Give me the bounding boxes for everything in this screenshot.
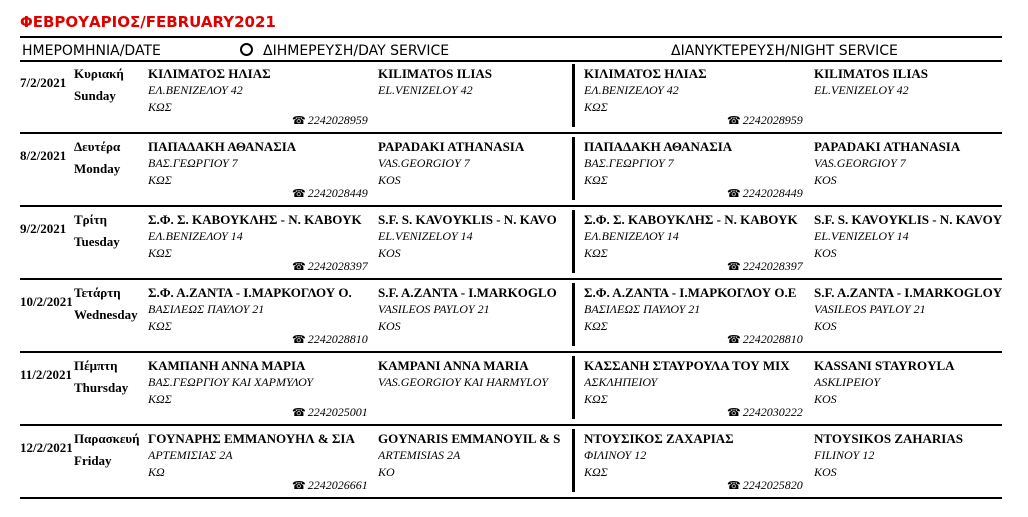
night-pharmacy-gr — [584, 430, 810, 481]
pharmacy-name: ΓΟΥΝΑΡΗΣ ΕΜΜΑΝΟΥΗΛ & ΣΙΑ — [148, 431, 355, 446]
pharmacy-name: KAMPANI ANNA MARIA — [378, 358, 529, 373]
pharmacy-name: ΚΑΣΣΑΝΗ ΣΤΑΥΡΟΥΛΑ ΤΟΥ ΜΙΧ — [584, 358, 790, 373]
pharmacy-city: ΚΩΣ — [584, 319, 608, 333]
pharmacy-address: EL.VENIZELOY 42 — [378, 83, 473, 97]
schedule-row — [20, 354, 1002, 426]
pharmacy-name: ΚΙΛΙΜΑΤΟΣ ΗΛΙΑΣ — [148, 66, 271, 81]
pharmacy-city: KOS — [814, 246, 837, 260]
pharmacy-address: ΒΑΣ.ΓΕΩΡΓΙΟΥ ΚΑΙ ΧΑΡΜΥΛΟΥ — [148, 375, 314, 389]
pharmacy-name: Σ.Φ. Σ. ΚΑΒΟΥΚΛΗΣ - Ν. ΚΑΒΟΥΚ — [148, 212, 362, 227]
schedule-row — [20, 62, 1002, 134]
pharmacy-name: KILIMATOS ILIAS — [814, 66, 929, 81]
pharmacy-city: KO — [378, 465, 395, 479]
pharmacy-address: ΕΛ.ΒΕΝΙΖΕΛΟΥ 42 — [148, 83, 243, 97]
pharmacy-city: KOS — [378, 319, 401, 333]
pharmacy-name: S.F. S. KAVOYKLIS - N. KAVO — [378, 212, 557, 227]
schedule-row — [20, 281, 1002, 353]
night-phone — [727, 259, 803, 274]
row-day-english: Friday — [74, 453, 112, 468]
date-column-header: ΗΜΕΡΟΜΗΝΙΑ/DATE — [22, 43, 161, 59]
schedule-row — [20, 208, 1002, 280]
pharmacy-name: KASSANI STAYROYLA — [814, 358, 955, 373]
pharmacy-name: S.F. A.ZANTA - I.MARKOGLOY — [814, 285, 1003, 300]
pharmacy-name: PAPADAKI ATHANASIA — [814, 139, 961, 154]
pharmacy-name: ΠΑΠΑΔΑΚΗ ΑΘΑΝΑΣΙΑ — [584, 139, 733, 154]
row-day-english: Tuesday — [74, 234, 120, 249]
pharmacy-address: ΒΑΣ.ΓΕΩΡΓΙΟΥ 7 — [148, 156, 238, 170]
row-date: 11/2/2021 — [20, 367, 73, 382]
pharmacy-city: ΚΩΣ — [148, 173, 172, 187]
pharmacy-city: ΚΩΣ — [584, 465, 608, 479]
pharmacy-city: ΚΩΣ — [584, 100, 608, 114]
night-phone — [727, 113, 803, 128]
day-phone-number: 2242028810 — [307, 332, 368, 346]
night-pharmacy-gr — [584, 65, 810, 116]
pharmacy-address: ΑΡΤΕΜΙΣΙΑΣ 2Α — [148, 448, 233, 462]
day-pharmacy-gr — [148, 138, 374, 189]
pharmacy-name: NTOYSIKOS ZAHARIAS — [814, 431, 963, 446]
night-phone — [727, 332, 803, 347]
service-divider — [572, 210, 575, 273]
day-phone — [292, 332, 368, 347]
service-divider — [572, 356, 575, 419]
phone-icon: ☎ — [292, 334, 306, 346]
service-divider — [572, 137, 575, 200]
night-pharmacy-en — [814, 430, 1028, 481]
night-pharmacy-en — [814, 65, 1028, 99]
row-day-greek: Δευτέρα — [74, 139, 121, 154]
pharmacy-name: Σ.Φ. Α.ΖΑΝΤΑ - Ι.ΜΑΡΚΟΓΛΟΥ Ο.Ε — [584, 285, 797, 300]
row-separator — [20, 497, 1002, 499]
pharmacy-address: VAS.GEORGIOY KAI HARMYLOY — [378, 375, 549, 389]
phone-icon: ☎ — [292, 261, 306, 273]
phone-icon: ☎ — [727, 480, 741, 492]
night-phone — [727, 478, 803, 493]
night-pharmacy-en — [814, 138, 1028, 189]
day-pharmacy-gr — [148, 211, 374, 262]
pharmacy-address: ΦΙΛΙΝΟΥ 12 — [584, 448, 647, 462]
day-phone — [292, 113, 368, 128]
row-date: 7/2/2021 — [20, 75, 67, 90]
pharmacy-city: ΚΩΣ — [148, 100, 172, 114]
schedule-row — [20, 135, 1002, 207]
pharmacy-city: ΚΩ — [148, 465, 165, 479]
night-pharmacy-en — [814, 211, 1028, 262]
service-divider — [572, 64, 575, 127]
day-pharmacy-en — [378, 284, 604, 335]
row-separator — [20, 278, 1002, 280]
pharmacy-city: KOS — [378, 246, 401, 260]
pharmacy-address: ΕΛ.ΒΕΝΙΖΕΛΟΥ 14 — [584, 229, 679, 243]
pharmacy-name: GOYNARIS EMMANOYIL & S — [378, 431, 561, 446]
row-separator — [20, 205, 1002, 207]
row-day-english: Thursday — [74, 380, 129, 395]
day-phone — [292, 259, 368, 274]
day-phone-number: 2242028959 — [307, 113, 368, 127]
pharmacy-name: ΠΑΠΑΔΑΚΗ ΑΘΑΝΑΣΙΑ — [148, 139, 297, 154]
schedule-row — [20, 427, 1002, 499]
row-separator — [20, 132, 1002, 134]
pharmacy-address: ΒΑΣΙΛΕΩΣ ΠΑΥΛΟΥ 21 — [584, 302, 701, 316]
pharmacy-address: VAS.GEORGIOY 7 — [378, 156, 470, 170]
pharmacy-city: ΚΩΣ — [148, 246, 172, 260]
night-pharmacy-gr — [584, 357, 810, 408]
phone-icon: ☎ — [292, 115, 306, 127]
row-date: 12/2/2021 — [20, 440, 73, 455]
pharmacy-name: KILIMATOS ILIAS — [378, 66, 493, 81]
pharmacy-address: ΕΛ.ΒΕΝΙΖΕΛΟΥ 14 — [148, 229, 243, 243]
pharmacy-city: KOS — [814, 173, 837, 187]
pharmacy-city: ΚΩΣ — [148, 392, 172, 406]
day-phone — [292, 186, 368, 201]
service-divider — [572, 283, 575, 346]
row-separator — [20, 424, 1002, 426]
pharmacy-city: ΚΩΣ — [148, 319, 172, 333]
pharmacy-address: EL.VENIZELOY 14 — [378, 229, 473, 243]
phone-icon: ☎ — [727, 407, 741, 419]
day-phone — [292, 478, 368, 493]
pharmacy-name: Σ.Φ. Σ. ΚΑΒΟΥΚΛΗΣ - Ν. ΚΑΒΟΥΚ — [584, 212, 798, 227]
night-pharmacy-en — [814, 357, 1028, 408]
night-phone — [727, 405, 803, 420]
row-day-greek: Τετάρτη — [74, 285, 121, 300]
pharmacy-address: ASKLIPEIOY — [814, 375, 880, 389]
pharmacy-name: ΚΙΛΙΜΑΤΟΣ ΗΛΙΑΣ — [584, 66, 707, 81]
night-phone-number: 2242028449 — [742, 186, 803, 200]
row-date: 10/2/2021 — [20, 294, 73, 309]
phone-icon: ☎ — [727, 334, 741, 346]
day-pharmacy-gr — [148, 65, 374, 116]
phone-icon: ☎ — [292, 480, 306, 492]
day-phone-number: 2242028397 — [307, 259, 368, 273]
phone-icon: ☎ — [727, 115, 741, 127]
pharmacy-address: ΕΛ.ΒΕΝΙΖΕΛΟΥ 42 — [584, 83, 679, 97]
day-phone-number: 2242026661 — [307, 478, 368, 492]
pharmacy-name: Σ.Φ. Α.ΖΑΝΤΑ - Ι.ΜΑΡΚΟΓΛΟΥ Ο. — [148, 285, 352, 300]
night-phone-number: 2242025820 — [742, 478, 803, 492]
pharmacy-name: S.F. A.ZANTA - I.MARKOGLO — [378, 285, 557, 300]
row-day-greek: Πέμπτη — [74, 358, 118, 373]
night-pharmacy-gr — [584, 284, 810, 335]
pharmacy-name: ΚΑΜΠΑΝΗ ΑΝΝΑ ΜΑΡΙΑ — [148, 358, 306, 373]
phone-icon: ☎ — [727, 188, 741, 200]
phone-icon: ☎ — [727, 261, 741, 273]
pharmacy-address: VASILEOS PAYLOY 21 — [378, 302, 490, 316]
pharmacy-address: FILINOY 12 — [814, 448, 875, 462]
circle-icon — [240, 43, 253, 56]
pharmacy-address: ΒΑΣ.ΓΕΩΡΓΙΟΥ 7 — [584, 156, 674, 170]
row-day-english: Sunday — [74, 88, 116, 103]
night-phone-number: 2242028959 — [742, 113, 803, 127]
pharmacy-city: ΚΩΣ — [584, 173, 608, 187]
page-title: ΦΕΒΡΟΥΑΡΙΟΣ/FEBRUARY2021 — [20, 13, 276, 31]
row-date: 9/2/2021 — [20, 221, 67, 236]
row-day-greek: Παρασκευή — [74, 431, 140, 446]
pharmacy-city: KOS — [814, 319, 837, 333]
pharmacy-address: EL.VENIZELOY 14 — [814, 229, 909, 243]
day-phone — [292, 405, 368, 420]
header-top-rule — [20, 36, 1002, 38]
row-separator — [20, 351, 1002, 353]
day-phone-number: 2242028449 — [307, 186, 368, 200]
night-phone-number: 2242028810 — [742, 332, 803, 346]
night-phone-number: 2242028397 — [742, 259, 803, 273]
day-pharmacy-en — [378, 65, 604, 99]
night-service-header: ΔΙΑΝΥΚΤΕΡΕΥΣΗ/NIGHT SERVICE — [671, 43, 898, 59]
day-pharmacy-gr — [148, 430, 374, 481]
pharmacy-city: KOS — [814, 392, 837, 406]
night-pharmacy-gr — [584, 138, 810, 189]
day-pharmacy-en — [378, 138, 604, 189]
phone-icon: ☎ — [292, 188, 306, 200]
row-day-greek: Κυριακή — [74, 66, 124, 81]
pharmacy-name: ΝΤΟΥΣΙΚΟΣ ΖΑΧΑΡΙΑΣ — [584, 431, 734, 446]
phone-icon: ☎ — [292, 407, 306, 419]
pharmacy-name: S.F. S. KAVOYKLIS - N. KAVOY — [814, 212, 1003, 227]
pharmacy-city: KOS — [814, 465, 837, 479]
row-day-english: Wednesday — [74, 307, 138, 322]
night-pharmacy-gr — [584, 211, 810, 262]
pharmacy-address: ΑΣΚΛΗΠΕΙΟΥ — [584, 375, 658, 389]
row-day-greek: Τρίτη — [74, 212, 108, 227]
day-pharmacy-en — [378, 357, 604, 391]
night-phone-number: 2242030222 — [742, 405, 803, 419]
day-pharmacy-en — [378, 211, 604, 262]
day-service-header — [240, 43, 449, 59]
pharmacy-address: ARTEMISIAS 2A — [378, 448, 461, 462]
day-pharmacy-gr — [148, 284, 374, 335]
row-date: 8/2/2021 — [20, 148, 67, 163]
night-phone — [727, 186, 803, 201]
night-pharmacy-en — [814, 284, 1028, 335]
pharmacy-city: ΚΩΣ — [584, 246, 608, 260]
day-phone-number: 2242025001 — [307, 405, 368, 419]
day-pharmacy-en — [378, 430, 604, 481]
pharmacy-city: ΚΩΣ — [584, 392, 608, 406]
pharmacy-address: EL.VENIZELOY 42 — [814, 83, 909, 97]
service-divider — [572, 429, 575, 492]
pharmacy-name: PAPADAKI ATHANASIA — [378, 139, 525, 154]
day-service-label: ΔΙΗΜΕΡΕΥΣΗ/DAY SERVICE — [263, 43, 450, 59]
pharmacy-address: VAS.GEORGIOY 7 — [814, 156, 906, 170]
pharmacy-city: KOS — [378, 173, 401, 187]
row-day-english: Monday — [74, 161, 121, 176]
pharmacy-address: VASILEOS PAYLOY 21 — [814, 302, 926, 316]
pharmacy-address: ΒΑΣΙΛΕΩΣ ΠΑΥΛΟΥ 21 — [148, 302, 265, 316]
day-pharmacy-gr — [148, 357, 374, 408]
